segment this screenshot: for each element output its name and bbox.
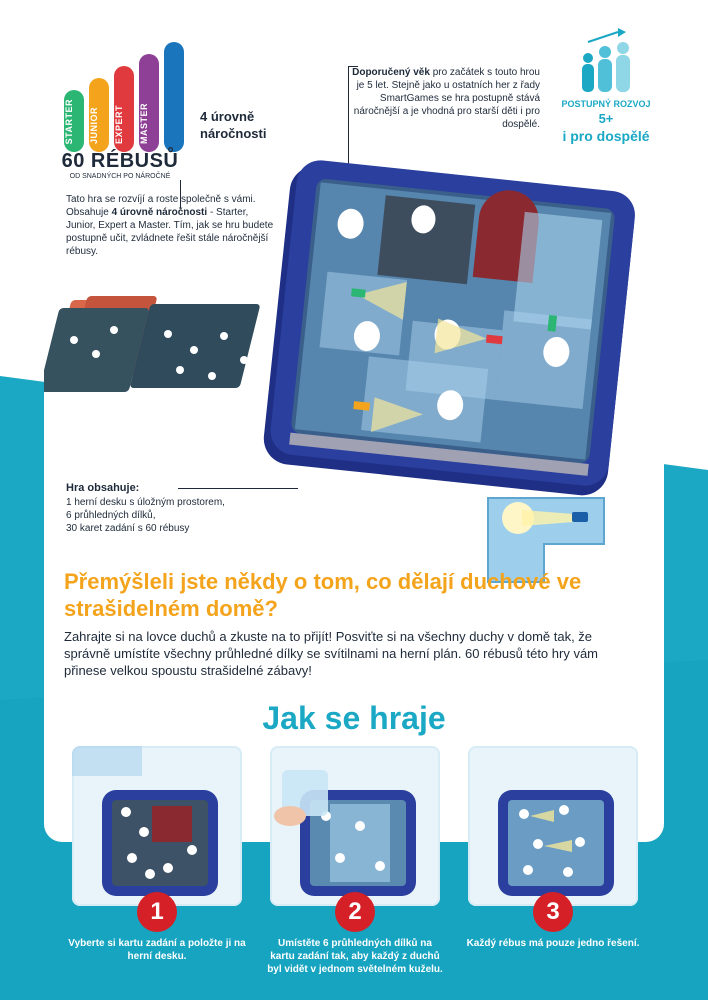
level-stick-label: STARTER [64,98,74,144]
development-adult: i pro dospělé [562,128,650,144]
level-stick-label: JUNIOR [89,106,99,144]
level-stick-label: EXPERT [114,104,124,144]
contents-line [178,488,298,489]
body-paragraph: Zahrajte si na lovce duchů a zkuste na to přijít! Posviťte si na všechny duchy v domě tak, že správně umístíte všechny průhledné dílky se svítilnami na herní plán. 60 rébusů této hry vám přinese velkou spoustu strašidelné zábavy! [64,629,598,678]
levels-count-label: 4 úrovně náročnosti [200,109,267,141]
game-board-image [262,156,660,506]
step-2-text: Umístěte 6 průhledných dílků na kartu zadání tak, aby každý z duchů byl vidět v jednom světelném kuželu. [267,938,443,975]
intro-text-1: Tato hra se rozvíjí a roste společně s vámi. Obsahuje [66,194,256,218]
development-label: POSTUPNÝ ROZVOJ [561,99,651,109]
intro-text-2: - Starter, Junior, Expert a Master. Tím, jak se hru budete postupně učit, zvládnete řešit stále náročnější rébusy. [66,207,274,257]
step-2-number: 2 [335,892,375,932]
level-stick-master [139,54,159,152]
development-people-icon [578,28,634,94]
age-text: pro začátek s touto hrou je 5 let. Stejně jako u ostatních her z řady SmartGames se hra postupně stává náročnější a je vhodná pro starší děti i pro dospělé. [353,67,540,130]
contents-item: 30 karet zadání s 60 rébusy [66,523,190,534]
headline: Přemýšleli jste někdy o tom, co dělají duchové ve strašidelném domě? [64,569,582,621]
contents-item: 1 herní desku s úložným prostorem, [66,497,225,508]
level-stick-top [164,42,184,152]
rebus-count-subtitle: OD SNADNÝCH PO NÁROČNÉ [69,173,171,180]
challenge-cards-image [44,290,274,400]
step-3-number: 3 [533,892,573,932]
step-3-text: Každý rébus má pouze jedno řešení. [466,938,640,949]
step-1-image [72,746,242,906]
contents-title: Hra obsahuje: [66,482,140,494]
step-1-text: Vyberte si kartu zadání a položte ji na herní desku. [68,938,246,962]
age-paragraph [350,66,540,131]
intro-text-bold: 4 úrovně náročnosti [111,207,208,218]
intro-paragraph [66,193,276,258]
contents-list [66,496,296,535]
contents-item: 6 průhledných dílků, [66,510,156,521]
age-bold: Doporučený věk [352,67,430,78]
step-2-image [270,746,440,906]
step-3-image [468,746,638,906]
level-stick-starter [64,90,84,152]
level-sticks [64,40,188,152]
development-age: 5+ [598,111,614,126]
level-stick-label: MASTER [139,103,149,144]
step-1-number: 1 [137,892,177,932]
how-to-play-title: Jak se hraje [262,700,446,736]
rebus-count-title: 60 RÉBUSŮ [61,150,179,172]
age-callout-line [348,66,349,170]
level-stick-junior [89,78,109,152]
level-stick-expert [114,66,134,152]
